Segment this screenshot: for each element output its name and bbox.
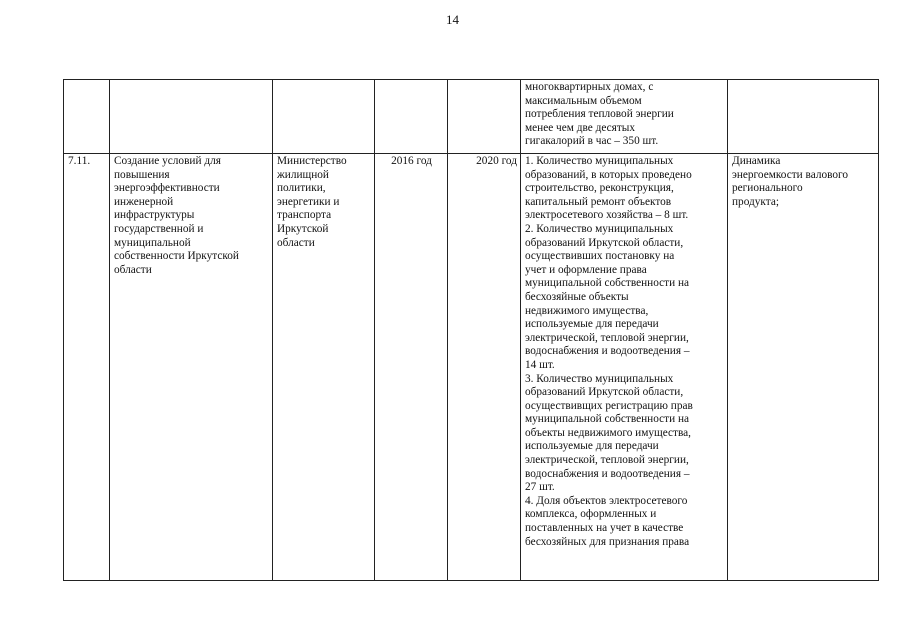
measures-table — [63, 79, 879, 581]
cell-executor: Министерство жилищной политики, энергетики и транспорта Иркутской области — [273, 154, 375, 581]
cell-indicators: многоквартирных домах, с максимальным объемом потребления тепловой энергии менее чем две десятых гигакалорий в час – 350 шт. — [521, 80, 728, 154]
cell-end-year — [448, 80, 521, 154]
cell-number: 7.11. — [64, 154, 110, 581]
cell-indicators: 1. Количество муниципальных образований, в которых проведено строительство, реконструкция, капитальный ремонт объектов электросетевого хозяйства – 8 шт. 2. Количество муниципальных образований Иркутской области, осуществивших постановку на учет и оформление права муниципальной собственности на бесхозяйные объекты недвижимого имущества, используемые для передачи электрической, тепловой энергии, водоснабжения и водоотведения – 14 шт. 3. Количество муниципальных образований Иркутской области, осуществивщих регистрацию прав муниципальной собственности на объекты недвижимого имущества, используемые для передачи электрической, тепловой энергии, водоснабжения и водоотведения – 27 шт. 4. Доля объектов электросетевого комплекса, оформленных и поставленных на учет в качестве бесхозяйных для признания права — [521, 154, 728, 581]
table-row-continued — [64, 80, 879, 154]
cell-end-year: 2020 год — [448, 154, 521, 581]
cell-number — [64, 80, 110, 154]
page-number: 14 — [446, 12, 459, 27]
cell-measure: Создание условий для повышения энергоэффективности инженерной инфраструктуры государственной и муниципальной собственности Иркутской области — [110, 154, 273, 581]
cell-measure — [110, 80, 273, 154]
cell-target-indicator: Динамика энергоемкости валового регионального продукта; — [728, 154, 879, 581]
cell-target-indicator — [728, 80, 879, 154]
cell-start-year: 2016 год — [375, 154, 448, 581]
table-row-7-11 — [64, 154, 879, 581]
cell-start-year — [375, 80, 448, 154]
cell-executor — [273, 80, 375, 154]
